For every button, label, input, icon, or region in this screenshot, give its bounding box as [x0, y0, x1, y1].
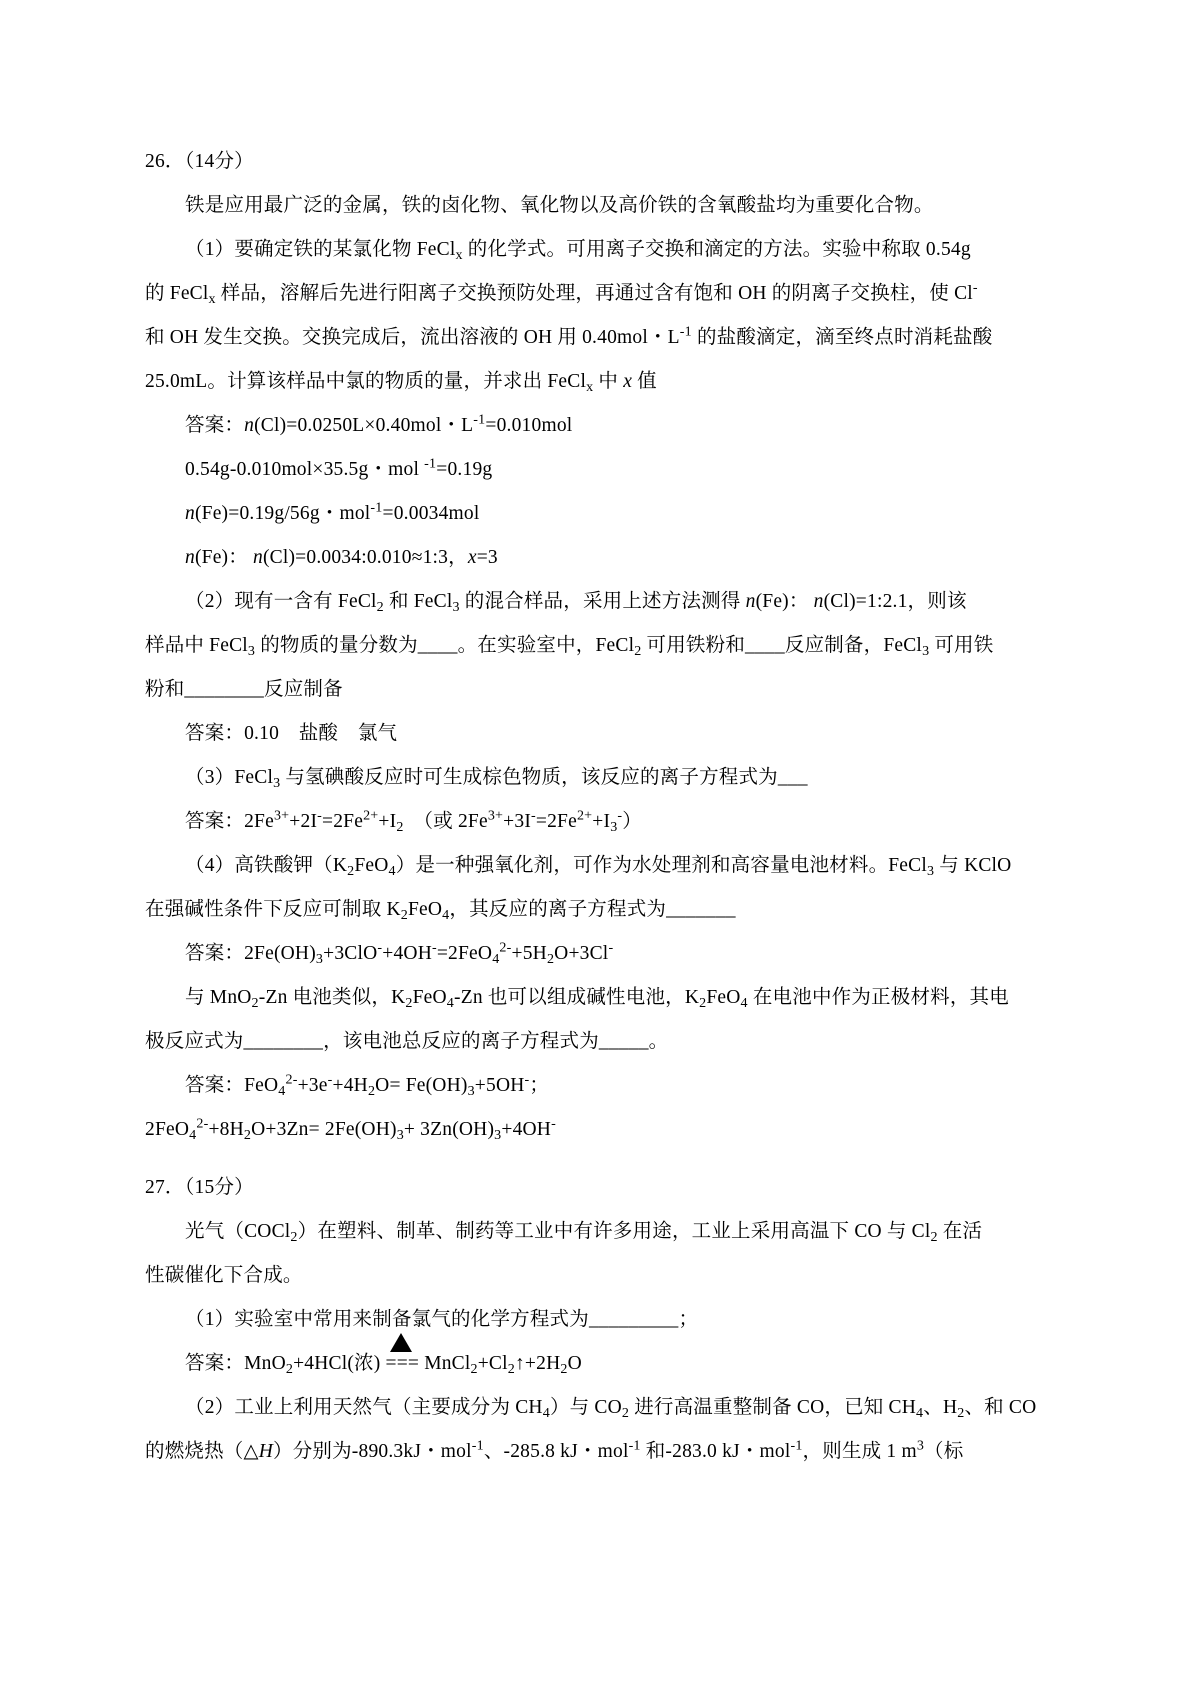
- question-26-part-2-answer-1: 答案：0.10 盐酸 氯气: [185, 723, 398, 744]
- question-26-part-4-followup-line-1: 与 MnO$_2$-Zn 电池类似，$K_2FeO_4-Zn$ 也可以组成碱性电池，$K_2FeO_4$ 在电池中作为正极材料，其电: [185, 987, 1009, 1011]
- question-26-part-1-answer-3: n(Fe)=0.19g/56g・mol$^{-1}$=0.0034mol: [185, 499, 480, 524]
- question-26-part-1-line-3: 和 OH 发生交换。交换完成后，流出溶液的 OH 用 0.40mol・$L^{-1}$ 的盐酸滴定，滴至终点时消耗盐酸: [145, 323, 993, 348]
- question-27-part-2-line-1: （2）工业上利用天然气（主要成分为 $CH_4$）与 $CO_2$ 进行高温重整制备 CO，已知 $CH_4$、$H_2$、和 CO: [185, 1397, 1037, 1421]
- question-26-part-1-answer-1: 答案：n(Cl)=0.0250L×0.40mol・$L^{-1}=0.010mol$: [185, 411, 573, 436]
- question-27-intro-line-1: 光气（COCl$_2$）在塑料、制革、制药等工业中有许多用途，工业上采用高温下 CO 与 $Cl_2$ 在活: [185, 1221, 983, 1245]
- question-26-part-3-line-1: （3）FeCl$_3$ 与氢碘酸反应时可生成棕色物质，该反应的离子方程式为___: [185, 767, 808, 791]
- question-27-part-1-answer-pre: 答案：MnO$_2$+4HCl(浓) ===: [185, 1353, 425, 1377]
- question-26-points: （14分）: [184, 151, 254, 172]
- question-26-part-1-line-4: 25.0mL。计算该样品中氯的物质的量，并求出 FeCl$_x$ 中 x 值: [145, 371, 657, 395]
- question-27: [145, 1166, 1050, 1474]
- question-26-part-4-followup-line-2: 极反应式为________，该电池总反应的离子方程式为_____。: [145, 1031, 669, 1052]
- question-26-part-1-line-1: （1）要确定铁的某氯化物 FeCl$_x$ 的化学式。可用离子交换和滴定的方法。实验中称取 0.54g: [185, 239, 971, 263]
- question-26-part-2-line-1: （2）现有一含有 FeCl$_2$ 和 FeCl$_3$ 的混合样品，采用上述方法测得 n(Fe)： n(Cl)=1:2.1，则该: [185, 591, 967, 615]
- question-27-intro-line-2: 性碳催化下合成。: [145, 1265, 303, 1286]
- question-26-heading: [145, 140, 1050, 184]
- question-26-part-4-followup-answer-1: 答案：$FeO_4^{2-}+3e^-+4H_2O= Fe(OH)_3+5OH^-$；: [185, 1071, 550, 1099]
- question-26-part-2-line-3: 粉和________反应制备: [145, 679, 343, 700]
- question-26-part-4-followup-answer-2: $2FeO_4^{2-}+8H_2O+3Zn= 2Fe(OH)_3+ 3Zn(OH)_3+4OH^-$: [145, 1115, 556, 1143]
- question-26-part-4-line-2: 在强碱性条件下反应可制取 $K_2FeO_4$，其反应的离子方程式为_______: [145, 899, 736, 923]
- question-26-part-2-line-2: 样品中 FeCl$_3$ 的物质的量分数为____。在实验室中，FeCl$_2$ 可用铁粉和____反应制备，FeCl$_3$ 可用铁: [145, 635, 994, 659]
- question-26: [145, 140, 1050, 1152]
- question-27-number: 27．: [145, 1177, 185, 1198]
- question-26-part-1-answer-4: n(Fe)： n(Cl)=0.0034:0.010≈1:3，x=3: [185, 547, 498, 568]
- question-27-part-1-line-1: （1）实验室中常用来制备氯气的化学方程式为_________；: [185, 1309, 699, 1330]
- question-27-part-2-line-2: 的燃烧热（△H）分别为-890.3kJ・mol$^{-1}$、-285.8 kJ・mol$^{-1}$ 和-283.0 kJ・mol$^{-1}$，则生成 1 $m^3$（标: [145, 1437, 964, 1462]
- question-26-part-3-answer-1: 答案：$2Fe^{3+}+2I^-=2Fe^{2+}+I_2$ （或 $2Fe^{3+}+3I^-=2Fe^{2+}+I_3^-$）: [185, 807, 642, 835]
- question-26-part-4-line-1: （4）高铁酸钾$(K_2FeO_4)$是一种强氧化剂，可作为水处理剂和高容量电池材料。FeCl$_3$ 与 KClO: [185, 855, 1012, 879]
- question-27-part-1-answer: [145, 1342, 1050, 1386]
- question-27-part-1-answer-post: $MnCl_2+Cl_2↑+2H_2O$: [424, 1353, 582, 1377]
- question-27-points: （15分）: [184, 1177, 254, 1198]
- question-26-part-4-answer-1: 答案：$2Fe(OH)_3+3ClO^-+4OH^-=2FeO_4^{2-}+5H_2O+3Cl^-$: [185, 939, 614, 967]
- question-27-heading: [145, 1166, 1050, 1210]
- question-26-intro: 铁是应用最广泛的金属，铁的卤化物、氧化物以及高价铁的含氧酸盐均为重要化合物。: [185, 195, 934, 216]
- question-26-part-1-answer-2: 0.54g-0.010mol×35.5g・mol $^{-1}$=0.19g: [185, 455, 493, 480]
- question-26-number: 26．: [145, 151, 185, 172]
- question-26-part-1-line-2: 的 FeCl$_x$ 样品，溶解后先进行阳离子交换预防处理，再通过含有饱和 OH 的阴离子交换柱，使 Cl-: [145, 279, 978, 307]
